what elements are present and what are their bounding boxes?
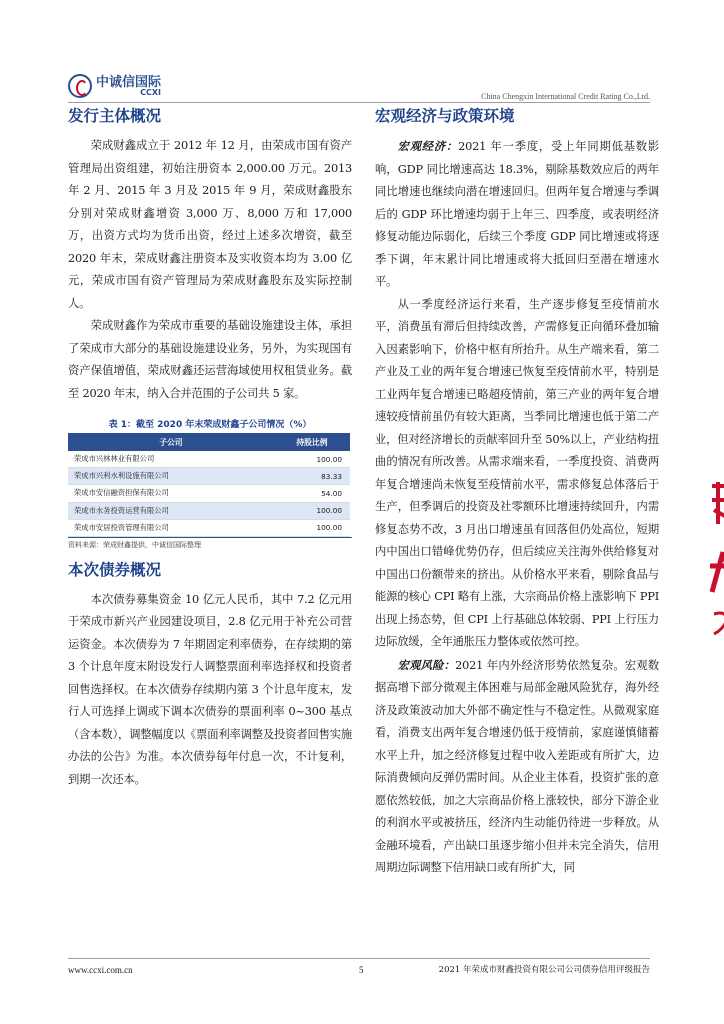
bond-paragraph: 本次债券募集资金 10 亿元人民币，其中 7.2 亿元用于荣成市新兴产业园建设项目，2.8 亿元用于补充公司营运资金。本次债券为 7 年期固定利率债券，在存续期的第 3 个计息年度末附设发行人调整票面利率选择权和投资者回售选择权。在本次债券存续期内第 3 个计息年度末，发行人可选择上调或下调本次债券的票面利率 0~300 基点（含本数），调整幅度以《票面利率调整及投资者回售实施办法的公告》为准。本次债券每年付息一次，不计复利，到期一次还本。: [68, 592, 352, 786]
subsidiary-name: 荣成市兴利水利设施有限公司: [68, 468, 274, 485]
page-header: [68, 74, 650, 103]
issuer-section-title: 发行主体概况: [68, 107, 162, 125]
holding-ratio: 100.00: [274, 451, 350, 468]
seal-stamp-fragment: [708, 480, 724, 530]
issuer-paragraph: 荣成财鑫成立于 2012 年 12 月，由荣成市国有资产管理局出资组建，初始注册资本 2,000.00 万元。2013 年 2 月、2015 年 3 月及 2015 年 9 月，荣成财鑫股东分别对荣成财鑫增资 3,000 万、8,000 万和 17,000 万，出资方式均为货币出资，经过上述多次增资，截至 2020 年末，荣成财鑫注册资本及实收资本均为 3.00 亿元，荣成市国有资产管理局为荣成财鑫股东及实际控制人。: [68, 139, 352, 310]
left-column: [68, 104, 352, 791]
table-row: [68, 502, 350, 519]
table-row: [68, 451, 350, 468]
ccxi-logo-icon: [68, 74, 92, 98]
issuer-paragraph: 荣成财鑫作为荣成市重要的基础设施建设主体，承担了荣成市大部分的基础设施建设业务，另外，为实现国有资产保值增值，荣成财鑫还运营海域使用权租赁业务。截至 2020 年末，纳入合并范围的子公司共 5 家。: [68, 319, 352, 400]
logo-cn: 中诚信国际: [96, 74, 162, 90]
bond-section-title: 本次债券概况: [68, 560, 162, 579]
macro-economy-label: 宏观经济：: [397, 139, 459, 153]
macro-section-title: 宏观经济与政策环境: [375, 107, 515, 125]
seal-stroke: [712, 482, 724, 524]
macro-paragraph-economy: [375, 135, 659, 294]
page-number: 5: [359, 965, 364, 975]
table-header-ratio: 持股比例: [274, 433, 350, 451]
macro-paragraph-risk: [375, 654, 659, 880]
holding-ratio: 54.00: [274, 485, 350, 502]
holding-ratio: 83.33: [274, 468, 350, 485]
macro-economy-text: 2021 年一季度，受上年同期低基数影响，GDP 同比增速高达 18.3%，剔除基数效应后的两年同比增速也继续向潜在增速回归。但两年复合增速与季调后的 GDP 环比增速均弱于上年三、四季度，或表明经济修复动能边际弱化，后续三个季度 GDP 同比增速或将逐季下调，年末累计同比增速或将大抵回归至潜在增速水平。: [375, 140, 659, 288]
holding-ratio: 100.00: [274, 519, 350, 536]
ccxi-logo: [68, 74, 161, 98]
macro-risk-text: 2021 年内外经济形势依然复杂。宏观数据高增下部分微观主体困难与局部金融风险犹存，海外经济及政策波动加大外部不确定性与不稳定性。从微观家庭看，消费支出两年复合增速仍低于疫情前，家庭谨慎储蓄水平上升，加之经济修复过程中收入差距或有所扩大，边际消费倾向反弹仍需时间。从企业主体看，投资扩张的意愿依然较低，加之大宗商品价格上涨较快，部分下游企业的利润水平或被挤压，经济内生动能仍待进一步释放。从金融环境看，产出缺口虽逐步缩小但并未完全消失，信用周期边际调整下信用缺口或有所扩大，同: [375, 658, 659, 874]
company-english-name: China Chengxin International Credit Rating Co.,Ltd.: [481, 92, 650, 101]
table-source-note: 资料来源：荣成财鑫提供，中诚信国际整理: [68, 537, 352, 550]
table-row: [68, 468, 350, 485]
table-caption: 表 1：截至 2020 年末荣成财鑫子公司情况（%）: [108, 420, 312, 430]
subsidiary-table: [68, 433, 350, 537]
holding-ratio: 100.00: [274, 502, 350, 519]
table-row: [68, 485, 350, 502]
subsidiary-name: 荣成市兴林林业有限公司: [68, 451, 274, 468]
right-column: [375, 104, 659, 880]
subsidiary-name: 荣成市安居投资管理有限公司: [68, 519, 274, 536]
subsidiary-name: 荣成市水务投资运营有限公司: [68, 502, 274, 519]
seal-stamp-fragment: [708, 550, 724, 600]
footer-url[interactable]: www.ccxi.com.cn: [68, 965, 133, 975]
macro-paragraph-q1: 从一季度经济运行来看，生产逐步修复至疫情前水平，消费虽有滞后但持续改善，产需修复正向循环叠加输入因素影响下，价格中枢有所抬升。从生产端来看，第二产业及工业的两年复合增速已恢复至疫情前水平，特别是工业两年复合增速已略超疫情前，第三产业的两年复合增速较疫情前虽仍有较大距离，当季同比增速也低于第二产业，但对经济增长的贡献率回升至 50%以上，产业结构扭曲的情况有所改善。从需求端来看，一季度投资、消费两年复合增速尚未恢复至疫情前水平，需求修复总体落后于生产，但季调后的投资及社零额环比增速持续回升，内需修复态势不改，3 月出口增速虽有回落但仍处高位，短期内中国出口错峰优势仍存，但后续应关注海外供给修复对中国出口份额带来的挤出。从价格水平来看，剔除食品与能源的核心 CPI 略有上涨，大宗商品价格上涨影响下 PPI 出现上扬态势，但 CPI 上行基础总体较弱、PPI 上行压力边际放缓，全年通胀压力整体或依然可控。: [375, 297, 659, 648]
table-header-subsidiary: 子公司: [68, 433, 274, 451]
seal-stroke: [710, 552, 724, 592]
table-row: [68, 519, 350, 536]
logo-en: CCXI: [140, 87, 162, 97]
subsidiary-name: 荣成市安信融资担保有限公司: [68, 485, 274, 502]
page-footer: [68, 958, 650, 977]
seal-stamp-fragment: [708, 608, 724, 658]
macro-risk-label: 宏观风险：: [397, 657, 456, 672]
footer-report-title: 2021 年荣成市财鑫投资有限公司公司债券信用评级报告: [438, 965, 650, 975]
seal-stroke: [714, 613, 724, 634]
